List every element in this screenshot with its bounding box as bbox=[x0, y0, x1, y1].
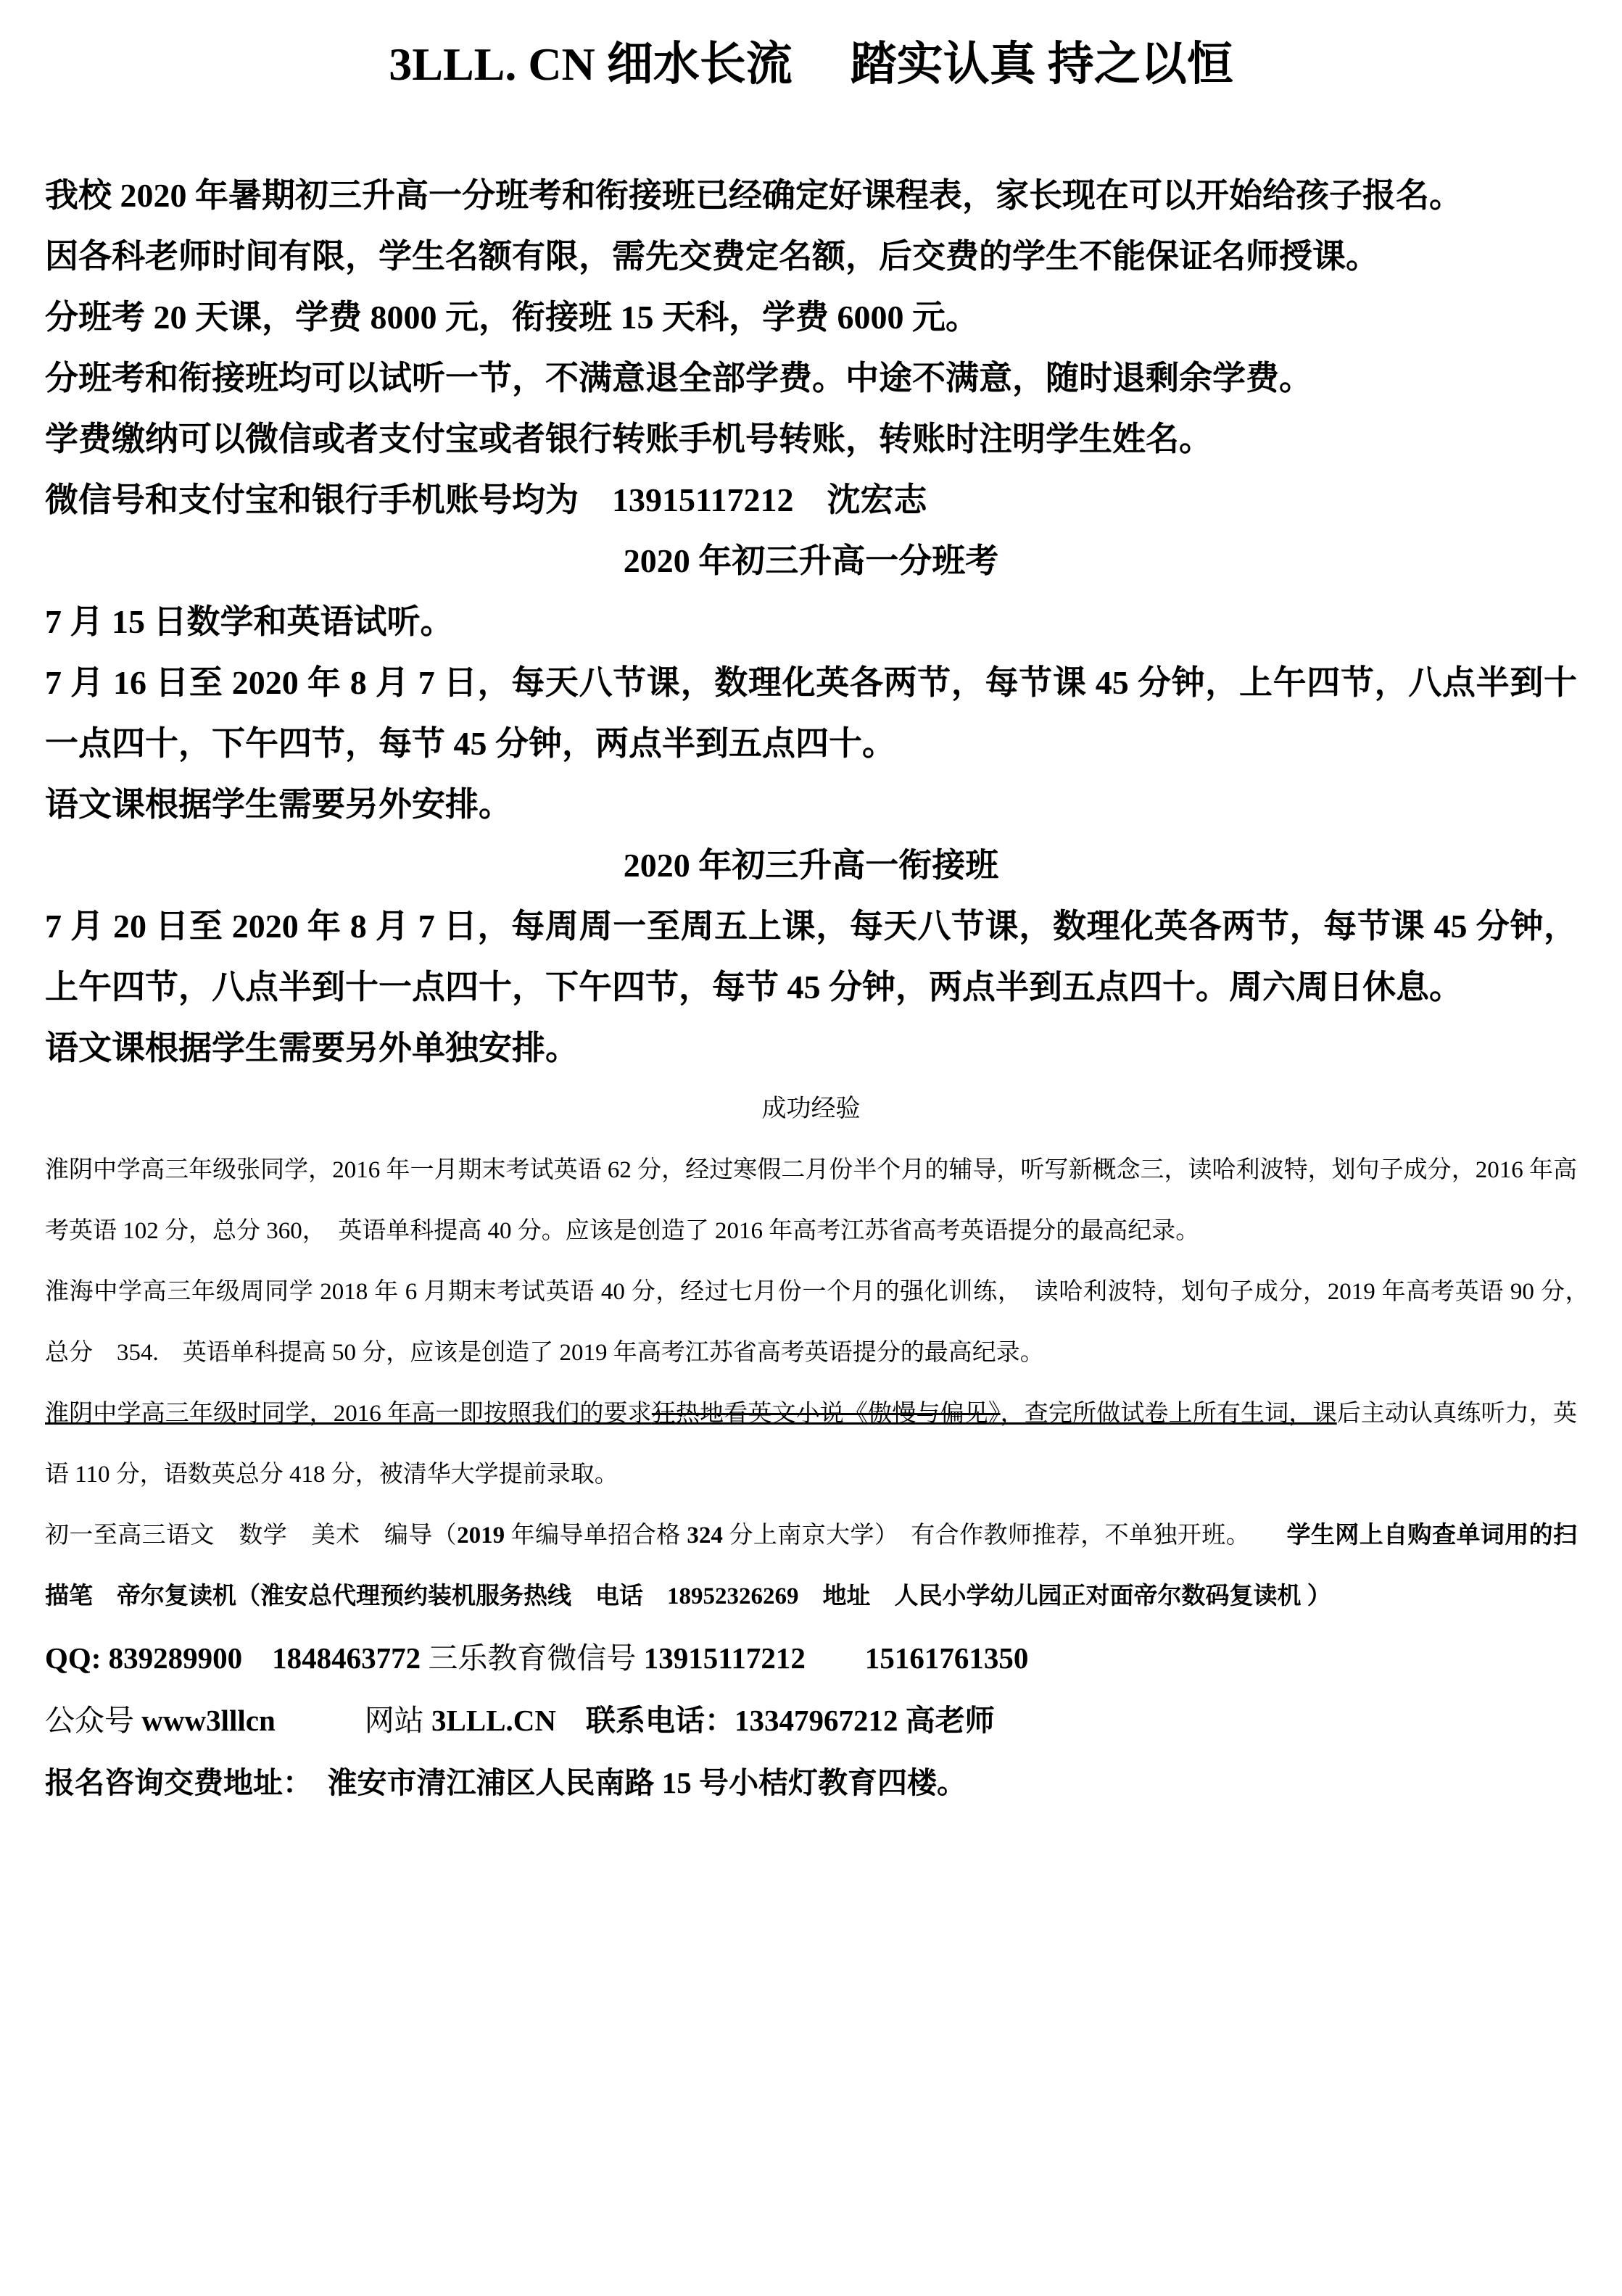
website-url: 3LLL.CN bbox=[431, 1704, 557, 1737]
success-story-3-underlined-tail: ，查完所做试卷上所有生词，课 bbox=[1000, 1401, 1337, 1427]
courses-score-number: 324 bbox=[687, 1522, 723, 1549]
courses-list-text: 初一至高三语文 数学 美术 编导（ bbox=[45, 1522, 458, 1549]
courses-and-devices-paragraph bbox=[45, 1505, 1577, 1627]
intro-paragraph-6: 微信号和支付宝和银行手机账号均为 13915117212 沈宏志 bbox=[45, 481, 927, 518]
courses-admission-text: 年编导单招合格 bbox=[505, 1522, 687, 1549]
intro-paragraph-4: 分班考和衔接班均可以试听一节，不满意退全部学费。中途不满意，随时退剩余学费。 bbox=[45, 360, 1312, 397]
bridge-class-paragraph-1: 7 月 20 日至 2020 年 8 月 7 日，每周周一至周五上课，每天八节课，数理化英各两节，每节课 45 分钟，上午四节，八点半到十一点四十，下午四节，每节 45 分钟，两点半到五点四十。周六周日休息。 bbox=[45, 908, 1577, 1006]
page-title: 3LLL. CN 细水长流 踏实认真 持之以恒 bbox=[389, 38, 1233, 90]
courses-note-text: 分上南京大学） 有合作教师推荐，不单独开班。 bbox=[722, 1522, 1287, 1549]
success-story-3-plain-tail: 后主动认真练听力，英语 110 分，语数英总分 418 分，被清华大学提前录取。 bbox=[45, 1401, 1578, 1488]
website-label: 网站 bbox=[275, 1704, 431, 1737]
address-value: 淮安市清江浦区人民南路 15 号小桔灯教育四楼。 bbox=[297, 1766, 967, 1799]
intro-paragraph-1: 我校 2020 年暑期初三升高一分班考和衔接班已经确定好课程表，家长现在可以开始给孩子报名。 bbox=[45, 177, 1462, 214]
success-story-2: 淮海中学高三年级周同学 2018 年 6 月期末考试英语 40 分，经过七月份一个月的强化训练， 读哈利波特，划句子成分，2019 年高考英语 90 分， 总分 354. 英语单科提高 50 分，应该是创造了 2019 年高考江苏省高考英语提分的最高纪录。 bbox=[45, 1279, 1601, 1366]
contact-phone-and-teacher: 联系电话：13347967212 高老师 bbox=[556, 1704, 995, 1737]
placement-exam-paragraph-1: 7 月 15 日数学和英语试听。 bbox=[45, 603, 454, 640]
address-label: 报名咨询交费地址： bbox=[45, 1766, 298, 1799]
intro-paragraph-3: 分班考 20 天课，学费 8000 元，衔接班 15 天科，学费 6000 元。 bbox=[45, 299, 979, 336]
placement-exam-heading: 2020 年初三升高一分班考 bbox=[623, 542, 999, 579]
device-purchase-bold-text: 学生网上自购查单词用的扫描笔 帝尔复读机（淮安总代理预约装机服务热线 电话 18952326269 地址 人民小学幼儿园正对面帝尔数码复读机 ） bbox=[45, 1522, 1578, 1609]
placement-exam-paragraph-3: 语文课根据学生需要另外安排。 bbox=[45, 786, 512, 823]
public-account-line bbox=[45, 1689, 1577, 1752]
success-story-3 bbox=[45, 1383, 1577, 1505]
success-story-3-strikethrough-phrase: 狂热地看英文小说《傲慢与偏见》 bbox=[651, 1401, 1001, 1427]
courses-year-number: 2019 bbox=[457, 1522, 505, 1549]
placement-exam-paragraph-2: 7 月 16 日至 2020 年 8 月 7 日，每天八节课，数理化英各两节，每节课 45 分钟，上午四节，八点半到十一点四十，下午四节，每节 45 分钟，两点半到五点四十。 bbox=[45, 664, 1577, 762]
success-story-3-underlined-lead: 淮阴中学高三年级时同学，2016 年高一即按照我们的要求 bbox=[45, 1401, 652, 1427]
qq-numbers: QQ: 839289900 1848463772 bbox=[45, 1641, 429, 1675]
qq-contact-line bbox=[45, 1627, 1577, 1689]
public-account-label: 公众号 bbox=[45, 1704, 142, 1737]
bridge-class-heading: 2020 年初三升高一衔接班 bbox=[623, 847, 999, 884]
intro-paragraph-5: 学费缴纳可以微信或者支付宝或者银行转账手机号转账，转账时注明学生姓名。 bbox=[45, 420, 1212, 457]
success-story-1: 淮阴中学高三年级张同学，2016 年一月期末考试英语 62 分，经过寒假二月份半个月的辅导，听写新概念三，读哈利波特，划句子成分，2016 年高考英语 102 分，总分 360， 英语单科提高 40 分。应该是创造了 2016 年高考江苏省高考英语提分的最高纪录。 bbox=[45, 1157, 1577, 1244]
registration-address-line bbox=[45, 1752, 1577, 1814]
wechat-account-label: 三乐教育微信号 bbox=[428, 1641, 644, 1675]
public-account-id: www3lllcn bbox=[141, 1704, 276, 1737]
wechat-phone-numbers: 13915117212 15161761350 bbox=[643, 1641, 1029, 1675]
success-stories-heading: 成功经验 bbox=[761, 1095, 861, 1122]
intro-paragraph-2: 因各科老师时间有限，学生名额有限，需先交费定名额，后交费的学生不能保证名师授课。 bbox=[45, 238, 1379, 275]
bridge-class-paragraph-2: 语文课根据学生需要另外单独安排。 bbox=[45, 1029, 579, 1066]
